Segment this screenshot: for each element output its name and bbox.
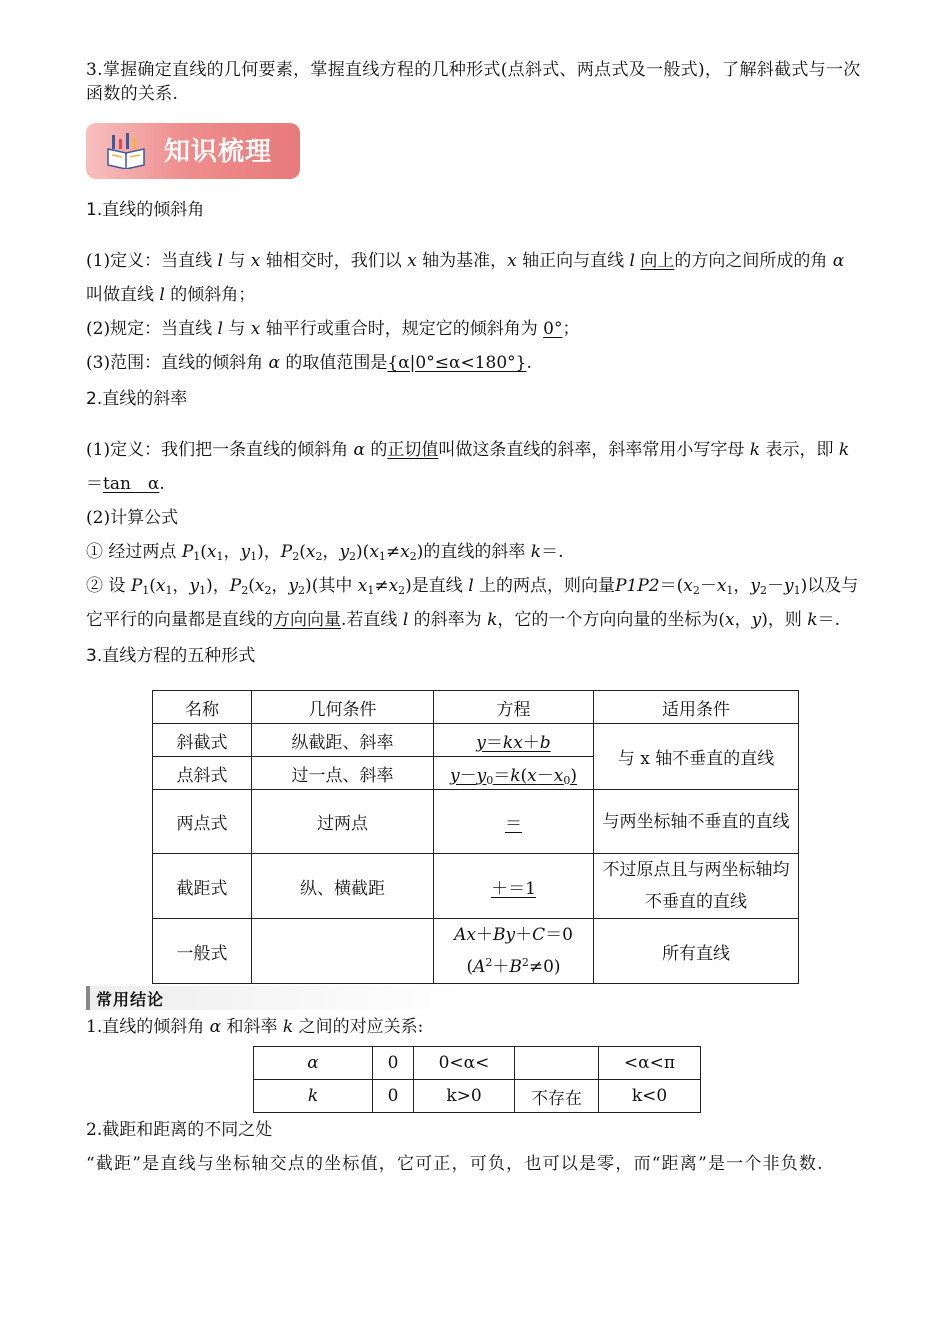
intro-paragraph: 3.掌握确定直线的几何要素，掌握直线方程的几种形式(点斜式、两点式及一般式)，了解斜截式与一次函数的关系. [86,60,861,104]
section-3-title: 3.直线方程的五种形式 [86,646,256,666]
table-row: k 0 k>0 不存在 k<0 [254,1080,701,1113]
line-forms-table [152,690,799,984]
section-banner [86,123,300,179]
equation-cell: $y-y_0=k(x-x_0)$ [434,757,594,790]
table-row: 斜截式 纵截距、斜率 y＝kx＋b 与 x 轴不垂直的直线 [153,724,799,757]
table-header: 适用条件 [594,691,799,724]
answer-blank: 方向向量 [273,610,341,630]
s1-range: (3)范围：直线的倾斜角 α 的取值范围是{α|0°≤α<180°}. [86,353,532,373]
book-icon [106,133,146,169]
answer-blank: {α|0°≤α<180°} [387,353,527,373]
slope-angle-table [253,1046,701,1113]
s2-formula-1: ① 经过两点 $P_1(x_1$，$y_1$)，$P_2(x_2$，$y_2)(x_1\ne x_2)$的直线的斜率 k＝. [86,542,564,563]
table-header: 名称 [153,691,252,724]
table-row: 截距式 纵、横截距 ＋＝1 不过原点且与两坐标轴均不垂直的直线 [153,854,799,919]
s2-formula-2: ② 设 $P_1(x_1$，$y_1$)，$P_2(x_2$，$y_2$)(其中 $x_1\ne x_2$)是直线 l 上的两点，则向量$P1P2=(x_2-x_1$，$y_2-y_1$)以及与它平行的向量都是直线的方向向量.若直线 l 的斜率为 k，它的一个方向向量的坐标为(x，y)，则 k＝. [86,576,859,630]
conclusion-header: 常用结论 [86,986,466,1010]
conclusion-2-text: “截距”是直线与坐标轴交点的坐标值，它可正，可负，也可以是零，而“距离”是一个非负数. [86,1154,824,1174]
section-2-title: 2.直线的斜率 [86,389,188,409]
table-header: 方程 [434,691,594,724]
equation-cell: y＝kx＋b [434,724,594,757]
table-row: 点斜式 过一点、斜率 $y-y_0=k(x-x_0)$ [153,757,799,790]
answer-blank: tan α [103,474,160,494]
banner-title: 知识梳理 [164,137,273,167]
answer-blank: 向上 [640,251,675,271]
equation-cell: ＝ [434,790,594,854]
conclusion-2-title: 2.截距和距离的不同之处 [86,1120,273,1140]
scope-cell: 与 x 轴不垂直的直线 [594,724,799,790]
answer-blank: 0° [543,319,563,339]
s1-definition: (1)定义：当直线 l 与 x 轴相交时，我们以 x 轴为基准，x 轴正向与直线 l 向上的方向之间所成的角 α 叫做直线 l 的倾斜角； [86,251,845,305]
equation-cell: ＋＝1 [434,854,594,919]
s1-rule: (2)规定：当直线 l 与 x 轴平行或重合时，规定它的倾斜角为 0°； [86,319,580,339]
table-row: 两点式 过两点 ＝ 与两坐标轴不垂直的直线 [153,790,799,854]
table-header: 几何条件 [252,691,434,724]
table-row: α 0 0<α< <α<π [254,1047,701,1080]
s2-calc-title: (2)计算公式 [86,508,179,528]
document-page [86,58,866,1181]
s2-definition: (1)定义：我们把一条直线的倾斜角 α 的正切值叫做这条直线的斜率，斜率常用小写字母 k 表示，即 k＝tan α. [86,440,850,494]
equation-cell: Ax＋By＋C＝0 $(A^2+B^2\ne 0)$ [434,919,594,984]
answer-blank: 正切值 [387,440,439,460]
section-1-title: 1.直线的倾斜角 [86,200,205,220]
conclusion-1: 1.直线的倾斜角 α 和斜率 k 之间的对应关系: [86,1017,424,1037]
table-row: 一般式 Ax＋By＋C＝0 $(A^2+B^2\ne 0)$ 所有直线 [153,919,799,984]
